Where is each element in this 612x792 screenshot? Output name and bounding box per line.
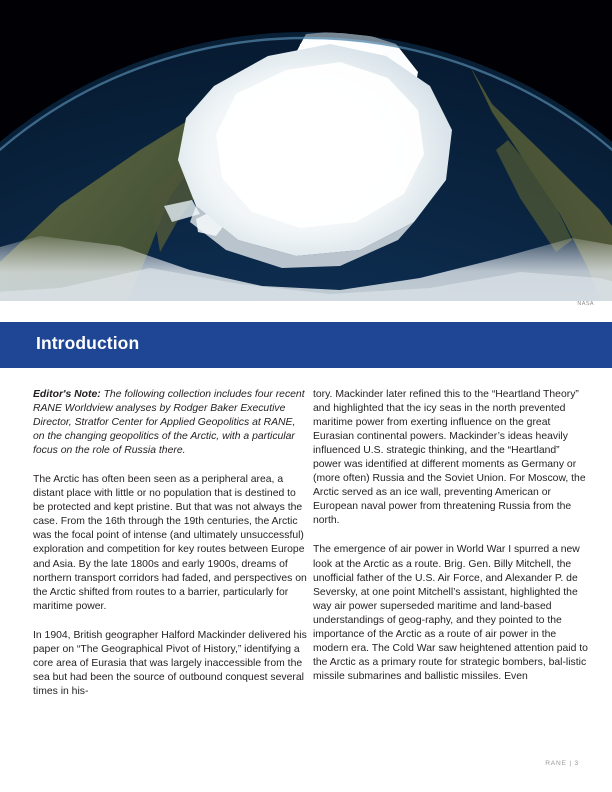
right-column	[313, 388, 589, 684]
article-body	[0, 388, 612, 748]
arctic-earth-illustration	[0, 0, 612, 301]
editors-note	[33, 388, 309, 458]
paragraph: In 1904, British geographer Halford Mackinder delivered his paper on “The Geographical Pivot of History,” identifying a core area of Eurasia that was largely inaccessible from the sea but had been the source of outbound conquest several times in his-	[33, 629, 307, 697]
editors-note-label: Editor's Note:	[33, 389, 101, 400]
paragraph: The Arctic has often been seen as a peripheral area, a distant place with little or no population that is destined to be protected and kept pristine. But that was not always the case. From the 16th through the 19th centuries, the Arctic was the focal point of intense (and ultimately unsuccessful) exploration and competition for key routes between Europe and Asia. By the late 1800s and early 1900s, dreams of northern transport corridors had faded, and perspectives on the Arctic shifted from routes to a barrier, particularly for maritime power.	[33, 474, 307, 612]
paragraph: The emergence of air power in World War I spurred a new look at the Arctic as a route. Brig. Gen. Billy Mitchell, the unofficial father of the U.S. Air Force, and Alexander P. de Seversky, at one point Mitchell’s assistant, highlighted the way air power superseded maritime and land-based understandings of geog-raphy, and they pointed to the importance of the Arctic as a route of air power in the modern era. The Cold War saw heightened attention paid to the Arctic as a primary route for strategic bombers, bal-listic missile submarines and ballistic missiles. Even	[313, 544, 588, 682]
page-footer: RANE | 3	[545, 760, 579, 767]
page-title: Introduction	[36, 333, 140, 353]
left-column	[33, 388, 309, 699]
image-credit: NASA	[577, 301, 594, 307]
paragraph: tory. Mackinder later refined this to the “Heartland Theory” and highlighted that the icy seas in the north prevented maritime power from exerting influence on the great Eurasian continental powers. Mackinder’s ideas heavily influenced U.S. strategic thinking, and the “Heartland” power was identified at different moments as Germany or (more often) Russia and the Soviet Union. For Moscow, the Arctic served as an ice wall, preventing American or European naval power from threatening Russia from the north.	[313, 389, 586, 527]
hero-image	[0, 0, 612, 301]
editors-note-text: The following collection includes four recent RANE Worldview analyses by Rodger Baker Executive Director, Stratfor Center for Applied Geopolitics at RANE, on the changing geopolitics of the Arctic, with a particular focus on the role of Russia there.	[33, 389, 305, 457]
section-banner	[0, 322, 612, 368]
